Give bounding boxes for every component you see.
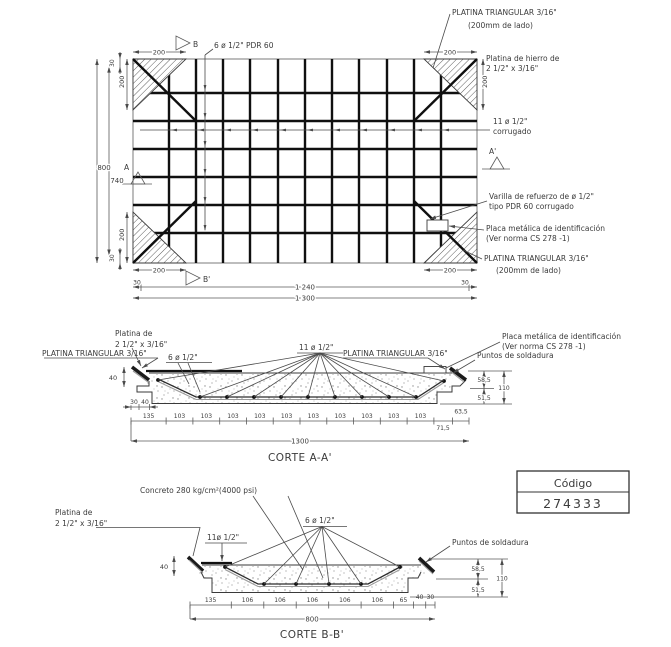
dim-corner-bl-bottom: 200 xyxy=(152,266,166,275)
callout-placa-2: (Ver norma CS 278 -1) xyxy=(486,234,570,243)
dim-b-seg: 40 xyxy=(415,594,424,601)
section-marker-a xyxy=(122,163,152,184)
dim-b-seg: 106 xyxy=(339,597,351,604)
callout-hierro-1: Platina de hierro de xyxy=(486,54,560,63)
callout-platina-top-2: (200mm de lado) xyxy=(468,21,533,30)
dim-corner-tl-left: 200 xyxy=(118,75,126,88)
dim-corner-tr-right: 200 xyxy=(481,75,489,88)
dim-edge-bottom: 30 xyxy=(109,254,116,262)
dim-a-seg: 103 xyxy=(173,413,186,420)
section-marker-b-prime xyxy=(186,271,210,285)
plan-rebar-grid xyxy=(133,59,477,263)
callout-placa-a-2: (Ver norma CS 278 -1) xyxy=(502,342,586,351)
dim-a-seg: 103 xyxy=(334,413,346,420)
callout-varilla-2: tipo PDR 60 corrugado xyxy=(489,202,574,211)
dim-a-seg: 103 xyxy=(307,413,320,420)
dim-height-inner: 740 xyxy=(110,177,124,185)
section-marker-b xyxy=(176,36,198,50)
callout-platina-bottom-2: (200mm de lado) xyxy=(496,266,561,275)
dim-edge-right: 30 xyxy=(461,279,469,287)
marker-a-label: A xyxy=(124,163,130,172)
dim-corner-tr-top: 200 xyxy=(443,48,457,57)
callout-bar6-a: 6 ø 1/2" xyxy=(168,353,198,362)
callout-platina-tri-right-a: PLATINA TRIANGULAR 3/16" xyxy=(343,349,448,358)
marker-b-label: B xyxy=(193,40,199,49)
callout-concreto: Concreto 280 kg/cm²(4000 psi) xyxy=(140,486,257,495)
dim-a-right-bottom: 51,5 xyxy=(477,395,491,402)
dim-corner-bl-left: 200 xyxy=(118,228,126,241)
dim-a-seg: 103 xyxy=(200,413,213,420)
codigo-label: Código xyxy=(553,477,593,490)
dim-b-total: 800 xyxy=(305,615,319,624)
dim-b-seg: 106 xyxy=(274,597,286,604)
callout-platina-b-2: 2 1/2" x 3/16" xyxy=(55,519,108,528)
callout-platina-a-1: Platina de xyxy=(115,329,153,338)
dim-width: 1 300 xyxy=(294,294,316,303)
callout-platina-a-2: 2 1/2" x 3/16" xyxy=(115,340,168,349)
dim-a-right-mid: 110 xyxy=(498,385,510,392)
callout-platina-bottom-1: PLATINA TRIANGULAR 3/16" xyxy=(484,254,589,263)
dim-a-seg: 135 xyxy=(142,413,155,420)
dim-b-right-top: 58,5 xyxy=(471,566,485,573)
top-bars-label: 6 ø 1/2" PDR 60 xyxy=(214,41,274,50)
dim-a-seg: 71,5 xyxy=(436,425,450,432)
dim-b-right-mid: 110 xyxy=(496,575,508,583)
codigo-value: 274333 xyxy=(543,496,603,511)
marker-b-prime-label: B' xyxy=(203,275,211,284)
section-marker-a-prime xyxy=(482,147,510,169)
callout-placa-1: Placa metálica de identificación xyxy=(486,224,606,233)
dim-a-seg: 103 xyxy=(227,413,239,420)
dim-a-total: 1300 xyxy=(291,437,309,446)
callout-bar6-b: 6 ø 1/2" xyxy=(305,516,335,525)
section-b-callouts xyxy=(55,486,529,578)
dim-b-seg: 65 xyxy=(399,597,408,604)
dim-corner-br-bottom: 200 xyxy=(443,266,457,275)
section-a xyxy=(42,329,621,464)
callout-varilla-1: Varilla de refuerzo de ø 1/2" xyxy=(489,192,595,201)
callout-bars-1: 11 ø 1/2" xyxy=(493,117,528,126)
callout-puntos-b: Puntos de soldadura xyxy=(452,538,529,547)
concrete-a xyxy=(145,374,454,403)
dim-a-step30: 30 xyxy=(130,399,138,406)
dim-b-right-bottom: 51,5 xyxy=(471,587,485,594)
dim-edge-left: 30 xyxy=(133,279,141,287)
section-a-title: CORTE A-A' xyxy=(267,452,333,464)
dim-b-seg: 30 xyxy=(426,594,435,601)
callout-hierro-2: 2 1/2" x 3/16" xyxy=(486,64,539,73)
callout-platina-top-1: PLATINA TRIANGULAR 3/16" xyxy=(452,8,557,17)
callout-platina-b-1: Platina de xyxy=(55,508,93,517)
dim-b-seg: 135 xyxy=(204,597,217,604)
callout-bar11-a: 11 ø 1/2" xyxy=(299,343,334,352)
marker-a-prime-label: A' xyxy=(489,147,497,156)
codigo-box xyxy=(517,471,629,513)
section-b-title: CORTE B-B' xyxy=(279,629,345,641)
dim-b-seg: 106 xyxy=(306,597,319,604)
dim-width-inner: 1 240 xyxy=(294,283,316,292)
dim-height: 800 xyxy=(97,164,111,172)
dim-b-seg: 106 xyxy=(241,597,254,604)
section-b xyxy=(55,486,529,641)
dim-a-seg: 63,5 xyxy=(454,408,468,416)
dim-a-40: 40 xyxy=(108,374,118,382)
dim-a-seg: 103 xyxy=(414,413,427,420)
dim-edge-top: 30 xyxy=(109,59,116,67)
callout-puntos-a: Puntos de soldadura xyxy=(477,351,554,360)
dim-a-seg: 103 xyxy=(254,413,266,420)
callout-placa-a-1: Placa metálica de identificación xyxy=(502,332,622,341)
id-plate xyxy=(427,220,448,231)
dim-a-seg: 103 xyxy=(387,413,400,420)
dim-a-seg: 103 xyxy=(361,413,373,420)
dim-a-seg: 103 xyxy=(280,413,293,420)
callout-platina-tri-left-a: PLATINA TRIANGULAR 3/16" xyxy=(42,349,147,358)
dim-corner-tl-top: 200 xyxy=(152,48,166,57)
callout-bars-2: corrugado xyxy=(493,127,532,136)
plan-view xyxy=(97,8,605,303)
dim-b-40: 40 xyxy=(159,563,169,571)
callout-bar11-b: 11ø 1/2" xyxy=(207,533,240,542)
dim-a-right-top: 58,5 xyxy=(477,377,491,384)
dim-b-seg: 106 xyxy=(371,597,384,604)
dim-a-step40: 40 xyxy=(141,399,149,406)
